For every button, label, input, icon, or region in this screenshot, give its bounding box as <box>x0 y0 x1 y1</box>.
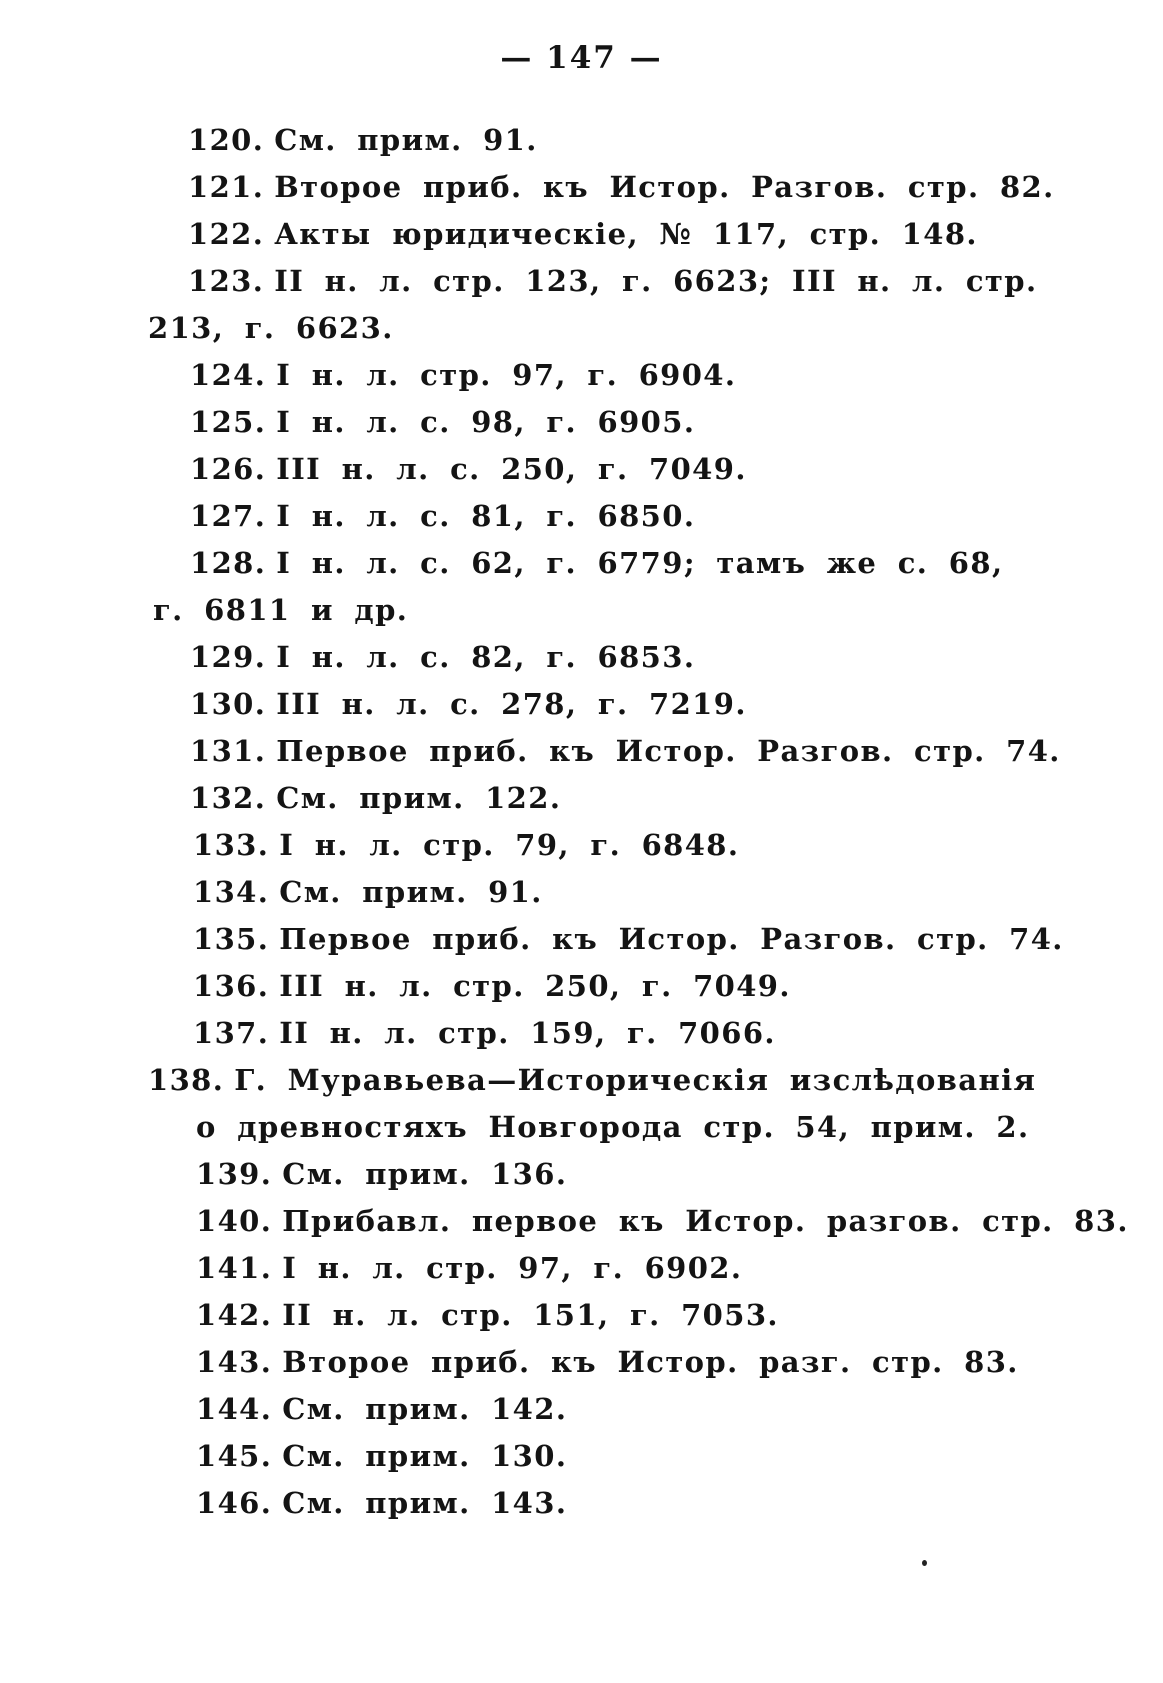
note-number: 134. <box>193 875 270 909</box>
note-text: Акты юридическіе, № 117, стр. 148. <box>274 217 978 251</box>
note-line <box>0 1480 1163 1527</box>
note-line <box>0 775 1163 822</box>
note-text: См. прим. 136. <box>282 1157 568 1191</box>
note-text: о древностяхъ Новгорода стр. 54, прим. 2. <box>196 1110 1030 1144</box>
note-text: Прибавл. первое къ Истор. разгов. стр. 83. <box>282 1204 1129 1238</box>
note-line <box>0 1151 1163 1198</box>
note-text: II н. л. стр. 159, г. 7066. <box>279 1016 776 1050</box>
note-line <box>0 728 1163 775</box>
note-text: III н. л. с. 278, г. 7219. <box>276 687 747 721</box>
note-number: 136. <box>193 969 270 1003</box>
note-text: II н. л. стр. 123, г. 6623; III н. л. стр. <box>274 264 1038 298</box>
note-text: Первое приб. къ Истор. Разгов. стр. 74. <box>279 922 1064 956</box>
note-number: 130. <box>190 687 267 721</box>
note-line <box>0 352 1163 399</box>
note-number: 144. <box>196 1392 273 1426</box>
note-text: II н. л. стр. 151, г. 7053. <box>282 1298 779 1332</box>
note-line <box>0 916 1163 963</box>
note-line <box>0 681 1163 728</box>
note-text: 213, г. 6623. <box>148 311 394 345</box>
note-text: I н. л. с. 81, г. 6850. <box>276 499 696 533</box>
note-number: 145. <box>196 1439 273 1473</box>
note-line <box>0 493 1163 540</box>
note-line <box>0 963 1163 1010</box>
note-line <box>0 1386 1163 1433</box>
note-text: I н. л. стр. 97, г. 6904. <box>276 358 737 392</box>
note-text: I н. л. стр. 97, г. 6902. <box>282 1251 743 1285</box>
note-number: 142. <box>196 1298 273 1332</box>
note-text: См. прим. 130. <box>282 1439 568 1473</box>
note-number: 128. <box>190 546 267 580</box>
note-line <box>0 164 1163 211</box>
note-line <box>0 822 1163 869</box>
note-text: См. прим. 91. <box>274 123 538 157</box>
note-text: I н. л. с. 82, г. 6853. <box>276 640 696 674</box>
note-text: См. прим. 122. <box>276 781 562 815</box>
note-number: 121. <box>188 170 265 204</box>
note-number: 132. <box>190 781 267 815</box>
note-text: Второе приб. къ Истор. Разгов. стр. 82. <box>274 170 1055 204</box>
note-line <box>0 869 1163 916</box>
note-number: 143. <box>196 1345 273 1379</box>
note-text: III н. л. с. 250, г. 7049. <box>276 452 747 486</box>
note-line <box>0 1198 1163 1245</box>
note-line <box>0 1339 1163 1386</box>
note-text: I н. л. с. 62, г. 6779; тамъ же с. 68, <box>276 546 1004 580</box>
note-text: I н. л. стр. 79, г. 6848. <box>279 828 740 862</box>
note-continuation-line <box>0 305 1163 352</box>
note-number: 135. <box>193 922 270 956</box>
page-number: — 147 — <box>500 40 663 76</box>
note-line <box>0 1057 1163 1104</box>
note-text: См. прим. 143. <box>282 1486 568 1520</box>
note-number: 137. <box>193 1016 270 1050</box>
note-number: 140. <box>196 1204 273 1238</box>
note-number: 125. <box>190 405 267 439</box>
note-number: 127. <box>190 499 267 533</box>
note-text: Первое приб. къ Истор. Разгов. стр. 74. <box>276 734 1061 768</box>
note-number: 139. <box>196 1157 273 1191</box>
notes-list <box>0 117 1163 1527</box>
note-text: III н. л. стр. 250, г. 7049. <box>279 969 791 1003</box>
note-text: См. прим. 91. <box>279 875 543 909</box>
note-number: 124. <box>190 358 267 392</box>
note-line <box>0 117 1163 164</box>
note-number: 129. <box>190 640 267 674</box>
note-line <box>0 258 1163 305</box>
note-line <box>0 446 1163 493</box>
note-continuation-line <box>0 587 1163 634</box>
note-text: Г. Муравьева—Историческія изслѣдованія <box>234 1063 1037 1097</box>
note-line <box>0 540 1163 587</box>
note-line <box>0 1245 1163 1292</box>
note-line <box>0 399 1163 446</box>
note-number: 131. <box>190 734 267 768</box>
note-line <box>0 211 1163 258</box>
note-number: 123. <box>188 264 265 298</box>
ink-speck <box>922 1560 927 1566</box>
note-number: 146. <box>196 1486 273 1520</box>
note-number: 138. <box>148 1063 225 1097</box>
note-line <box>0 634 1163 681</box>
note-text: I н. л. с. 98, г. 6905. <box>276 405 696 439</box>
note-line <box>0 1010 1163 1057</box>
note-line <box>0 1433 1163 1480</box>
note-text: См. прим. 142. <box>282 1392 568 1426</box>
note-text: Второе приб. къ Истор. разг. стр. 83. <box>282 1345 1019 1379</box>
note-number: 133. <box>193 828 270 862</box>
note-number: 120. <box>188 123 265 157</box>
note-number: 141. <box>196 1251 273 1285</box>
note-number: 126. <box>190 452 267 486</box>
note-number: 122. <box>188 217 265 251</box>
note-line <box>0 1292 1163 1339</box>
note-continuation-line <box>0 1104 1163 1151</box>
note-text: г. 6811 и др. <box>153 593 409 627</box>
